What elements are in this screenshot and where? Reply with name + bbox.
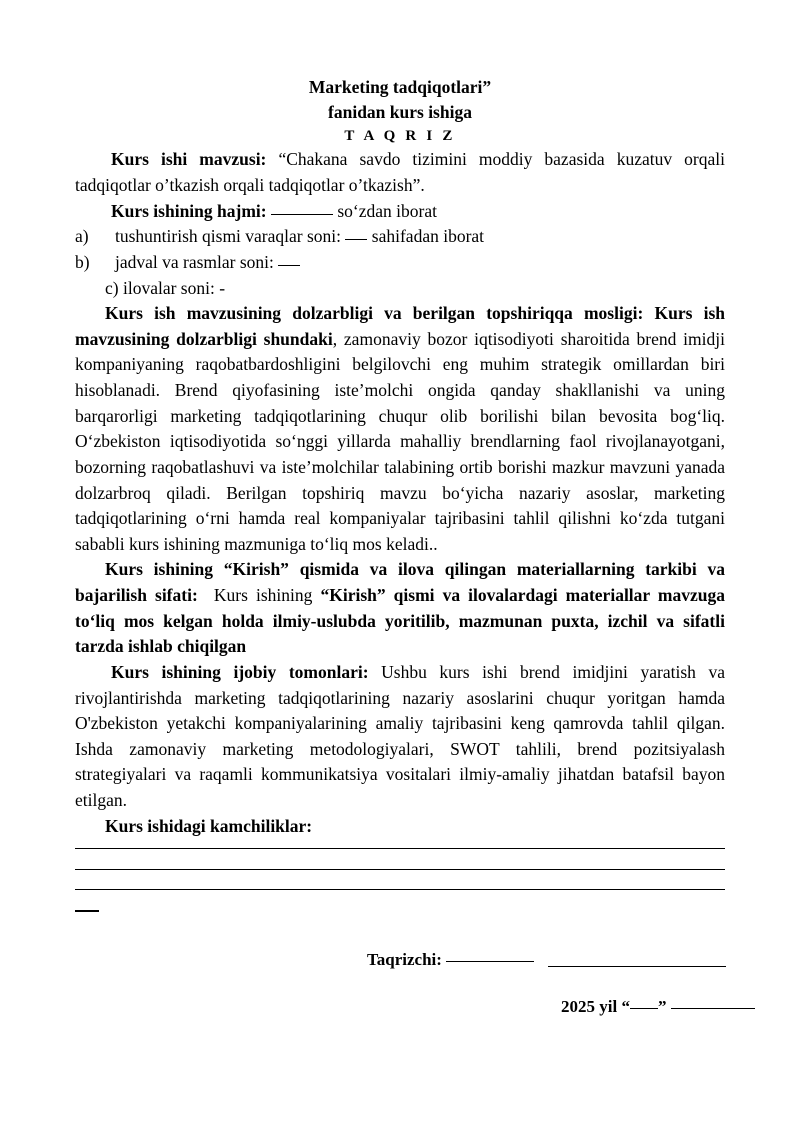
volume-item-c [75,276,725,302]
title-line-1: Marketing tadqiqotlari” [308,77,492,97]
rule-line-1[interactable] [75,848,725,849]
kirish-heading: Kurs ishining “Kirish” qismida va ilova qilingan materiallarning tarkibi va bajarilish sifati: [75,559,725,606]
title-line-2: fanidan kurs ishiga [328,101,472,122]
list-text-a-after: sahifadan iborat [371,226,485,247]
date-month-blank[interactable] [671,1008,755,1009]
rule-line-stub[interactable] [75,910,99,912]
pages-blank[interactable] [345,239,367,240]
reviewer-label: Taqrizchi: [367,949,442,969]
relevance-body: , zamonaviy bozor iqtisodiyoti sharoitida brend imidji kompaniyaning raqobatbardoshligini belgilovchi eng muhim strategik omillardan biri hisoblanadi. Brend qiyofasining iste’molchi ongida qanday shakllanishi va uning barqarorligi marketing tadqiqotlarining chuqur olib borilishi bilan bevosita bog‘liq. O‘zbekiston iqtisodiyotida so‘nggi yillarda mahalliy brendlarning faol rivojlanayotgani, bozorning raqobatlashuvi va iste’molchilar talabining ortib borishi mazkur mavzuni yanada dolzarbroq qiladi. Berilgan topshiriq mavzu bo‘yicha nazariy asoslar, marketing tadqiqotlarining o‘rni hamda real kompaniyalar tajribasini tahlil qilishni ko‘zda tutgani sababli kurs ishining mazmuniga to‘liq mos keladi.. [75,328,725,554]
title-line-taqriz: T A Q R I Z [344,127,456,144]
list-text-b-before: jadval va rasmlar soni: [115,251,274,272]
kirish-normal-part: Kurs ishining [213,585,313,606]
date-prefix: 2025 yil “ [561,996,630,1016]
topic-value: “Chakana savdo tizimini moddiy bazasida kuzatuv orqali tadqiqotlar o’tkazish orqali tadqiqotlar o’tkazish”. [75,149,725,196]
kirish-bold-part: “Kirish” qismi va ilovalardagi materiallar mavzuga to‘liq mos kelgan holda ilmiy-uslubda yoritilib, mazmunan puxta, izchil va sifatli tarzda ishlab chiqilgan [75,585,726,657]
volume-blank[interactable] [271,214,333,215]
document-heading [75,75,725,147]
relevance-paragraph [75,301,725,557]
document-body [75,75,725,1028]
volume-paragraph [75,199,725,225]
list-marker-a: a) [75,226,89,247]
reviewer-row [367,948,534,973]
rule-line-3[interactable] [75,889,725,890]
tables-blank[interactable] [278,265,300,266]
volume-item-a [75,224,725,250]
relevance-lead-bold: Kurs ish mavzusining dolzarbligi shundaki [75,303,726,349]
shortcomings-paragraph [75,814,725,840]
topic-label: Kurs ishi mavzusi: [111,149,267,170]
list-text-c: c) ilovalar soni: - [105,277,226,298]
positives-paragraph [75,660,725,814]
date-row [561,995,755,1020]
signature-block [75,948,725,1028]
volume-item-b [75,250,725,276]
shortcomings-write-in-area[interactable] [75,848,725,912]
volume-suffix: so‘zdan iborat [337,200,437,221]
date-suffix: ” [657,996,667,1016]
list-marker-b: b) [75,251,90,272]
positives-heading: Kurs ishining ijobiy tomonlari: [111,661,369,682]
date-day-blank[interactable] [630,1008,658,1009]
positives-body: Ushbu kurs ishi brend imidjini yaratish va rivojlantirishda marketing tadqiqotlarining nazariy asoslarini chuqur yoritgan hamda O'zbekiston yetakchi kompaniyalarining amaliy tajribasini keng qamrovda tahlil qilgan. Ishda zamonaviy marketing metodologiyalari, SWOT tahlili, brend pozitsiyalash strategiyalari va raqamli kommunikatsiya vositalari ilmiy-amaliy jihatdan batafsil bayon etilgan. [75,661,725,811]
rule-line-2[interactable] [75,869,725,870]
shortcomings-heading: Kurs ishidagi kamchiliklar: [105,815,313,836]
list-text-a-before: tushuntirish qismi varaqlar soni: [115,226,342,247]
relevance-heading: Kurs ish mavzusining dolzarbligi va berilgan topshiriqqa mosligi: [105,303,644,324]
signature-blank[interactable] [548,966,726,967]
reviewer-name-blank[interactable] [446,961,534,962]
volume-label: Kurs ishining hajmi: [111,200,267,221]
topic-paragraph [75,147,725,198]
kirish-paragraph [75,557,725,660]
